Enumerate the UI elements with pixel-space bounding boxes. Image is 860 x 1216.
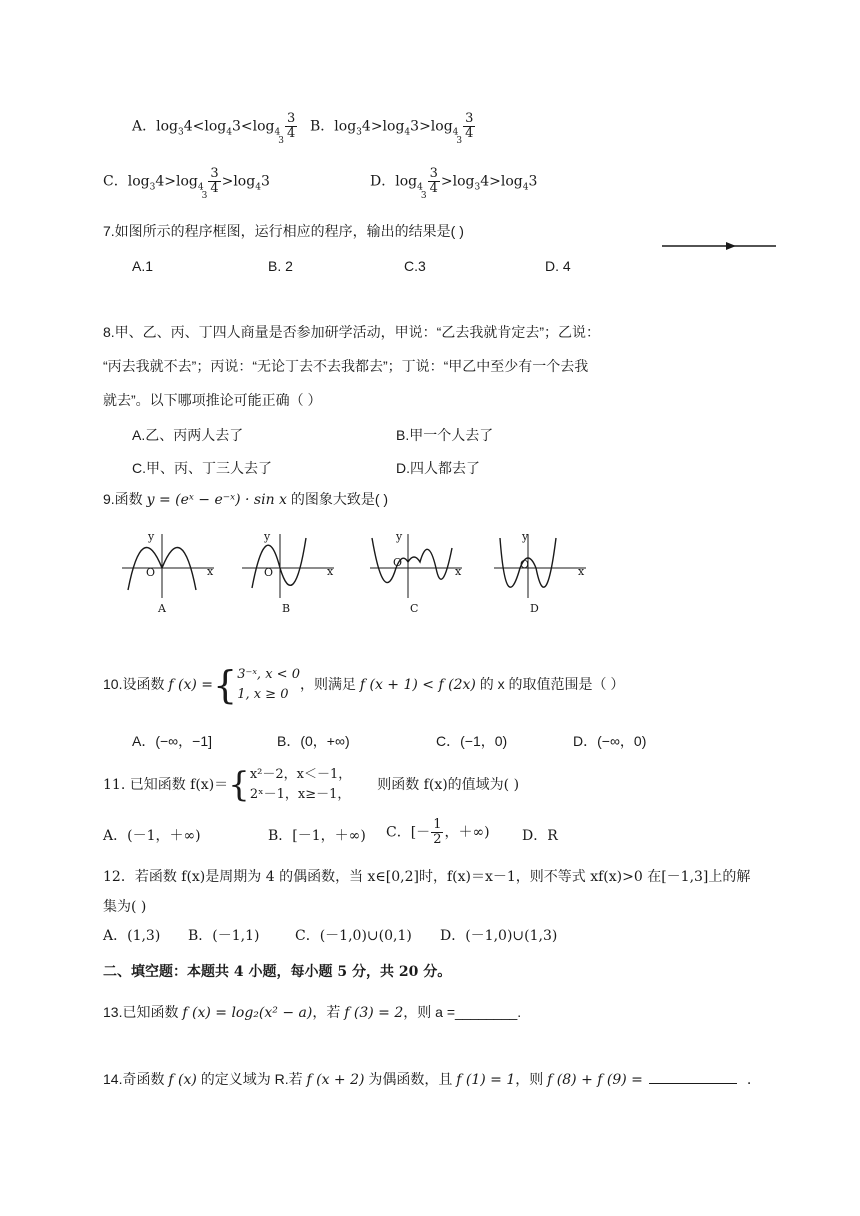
- q9-stem: 9.函数 y = (eˣ − e⁻ˣ) · sin x 的图象大致是( ): [103, 491, 389, 508]
- graph-a-label: A: [158, 602, 166, 615]
- q7-option-b: B. 2: [268, 258, 293, 274]
- q12-option-d: D．(－1,0)∪(1,3): [440, 928, 558, 944]
- q13-stem: 13.已知函数 f (x) = log₂(x² − a)，若 f (3) = 2，则 a =________.: [103, 1004, 522, 1021]
- q8-option-c: C.甲、丙、丁三人去了: [132, 460, 272, 476]
- q10-stem: 10.设函数 f (x) ={ 3⁻ˣ, x < 0 1, x ≥ 0 ，则满足 f (x + 1) < f (2x) 的 x 的取值范围是（ ）: [103, 663, 625, 707]
- graph-c-x-label: x: [455, 565, 462, 578]
- graph-d-y-label: y: [522, 530, 529, 543]
- graph-c-label: C: [410, 602, 419, 615]
- q7-option-a: A.1: [132, 258, 154, 274]
- q6-option-c: C．$\log_34>\log_{43}$ $\frac{3}{4}$ $>\log_43$: [103, 166, 270, 201]
- graph-b-label: B: [282, 602, 291, 615]
- q7-stem: 7.如图所示的程序框图，运行相应的程序，输出的结果是( ): [103, 223, 464, 239]
- graph-d-origin: O: [520, 558, 530, 571]
- q12-option-b: B．(－1,1): [188, 928, 260, 944]
- q7-option-c: C.3: [404, 258, 426, 274]
- q8-option-b: B.甲一个人去了: [396, 427, 494, 443]
- graph-c-origin: O: [393, 556, 403, 569]
- q6-option-d: D．$\log_{43}$ $\frac{3}{4}$ $>\log_34>\log_43$: [370, 166, 538, 201]
- q8-stem-line2: “丙去我就不去”；丙说：“无论丁去不去我都去”；丁说：“甲乙中至少有一个去我: [103, 358, 589, 374]
- flowchart-arrow-fragment: [660, 236, 780, 252]
- graph-a-origin: O: [146, 566, 156, 579]
- graph-c-y-label: y: [396, 530, 403, 543]
- q11-stem: 11. 已知函数 f(x)＝{ x²－2，x＜－1， 2ˣ－1，x≥－1， 则函数 f(x)的值域为( ): [103, 765, 520, 805]
- q11-option-b: B．[－1，＋∞): [268, 828, 366, 844]
- graph-b-x-label: x: [327, 565, 334, 578]
- section-2-title: 二、填空题：本题共 4 小题，每小题 5 分，共 20 分。: [103, 964, 452, 980]
- q8-option-a: A.乙、丙两人去了: [132, 427, 244, 443]
- graph-b-origin: O: [264, 566, 274, 579]
- q10-option-b: B．(0，+∞): [277, 733, 350, 749]
- graph-d-x-label: x: [578, 565, 585, 578]
- graph-d: [490, 528, 590, 600]
- q7-option-d: D. 4: [545, 258, 571, 274]
- q6-option-a: A．$\log_34<\log_43<\log_{43}$ $\frac{3}{4}$: [132, 111, 296, 146]
- q12-option-a: A．(1,3): [103, 928, 161, 944]
- graph-d-label: D: [530, 602, 539, 615]
- q12-option-c: C．(－1,0)∪(0,1): [295, 928, 412, 944]
- q11-option-a: A．(－1，＋∞): [103, 828, 201, 844]
- q10-option-c: C．(−1，0): [436, 733, 508, 749]
- q8-stem-line3: 就去”。以下哪项推论可能正确（ ）: [103, 392, 322, 408]
- graph-b-y-label: y: [264, 530, 271, 543]
- q10-option-a: A．(−∞，−1]: [132, 733, 213, 749]
- q8-option-d: D.四人都去了: [396, 460, 480, 476]
- q6-option-b: B．$\log_34>\log_43>\log_{43}$ $\frac{3}{4}$: [310, 111, 474, 146]
- q11-option-c: C．[－ $\frac{1}{2}$ ，＋∞): [386, 817, 490, 847]
- graph-a-x-label: x: [207, 565, 214, 578]
- graph-a-y-label: y: [148, 530, 155, 543]
- q12-stem-line1: 12．若函数 f(x)是周期为 4 的偶函数，当 x∈[0,2]时，f(x)＝x－1，则不等式 xf(x)>0 在[－1,3]上的解: [103, 869, 751, 885]
- q8-stem-line1: 8.甲、乙、丙、丁四人商量是否参加研学活动，甲说：“乙去我就肯定去”；乙说：: [103, 324, 600, 340]
- q14-answer-blank: [649, 1083, 737, 1084]
- graph-b: [238, 528, 338, 600]
- q11-option-d: D．R: [522, 828, 558, 844]
- q14-stem: 14.奇函数 f (x) 的定义域为 R.若 f (x + 2) 为偶函数，且 f (1) = 1，则 f (8) + f (9) = .: [103, 1071, 752, 1088]
- graph-c: [366, 528, 466, 600]
- q10-option-d: D．(−∞，0): [573, 733, 647, 749]
- q12-stem-line2: 集为( ): [103, 899, 147, 915]
- graph-a: [118, 528, 218, 600]
